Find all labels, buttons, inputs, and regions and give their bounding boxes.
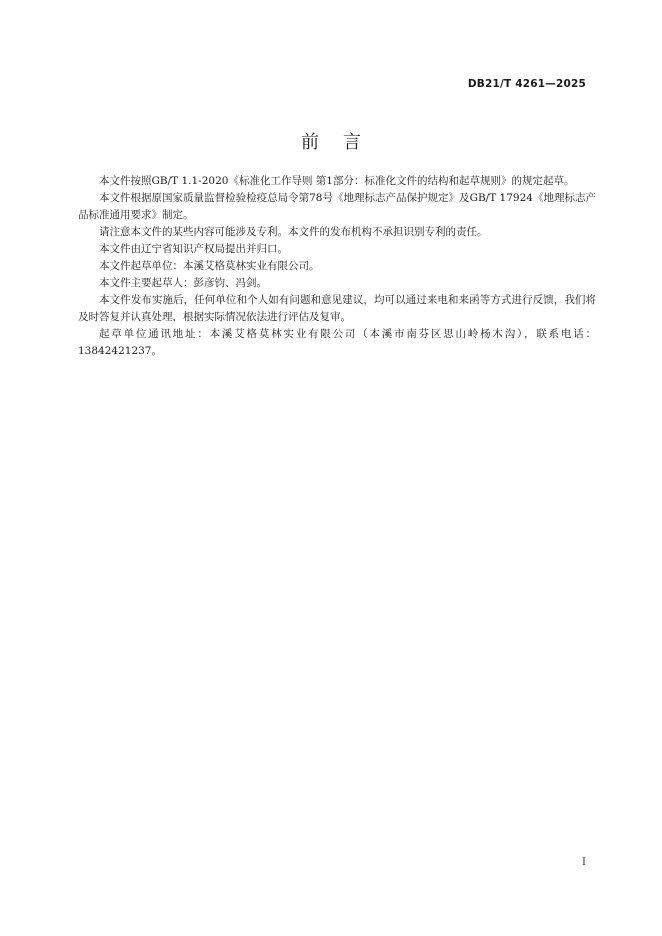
paragraph-drafting-rules: 本文件按照GB/T 1.1-2020《标准化工作导则 第1部分：标准化文件的结构和起草规则》的规定起草。 xyxy=(99,175,575,187)
paragraph-contact: 起草单位通讯地址：本溪艾格莫林实业有限公司（本溪市南芬区思山岭杨木沟），联系电话：13842421237。 xyxy=(78,328,596,357)
foreword-body xyxy=(78,173,596,360)
document-number: DB21/T 4261—2025 xyxy=(467,78,586,90)
paragraph-drafters: 本文件主要起草人：彭彦钧、冯剑。 xyxy=(99,277,267,289)
paragraph-proposer: 本文件由辽宁省知识产权局提出并归口。 xyxy=(99,243,288,255)
paragraph-drafting-unit: 本文件起草单位：本溪艾格莫林实业有限公司。 xyxy=(99,260,320,272)
paragraph-patent-notice: 请注意本文件的某些内容可能涉及专利。本文件的发布机构不承担识别专利的责任。 xyxy=(99,226,488,238)
paragraph-basis: 本文件根据原国家质量监督检验检疫总局令第78号《地理标志产品保护规定》及GB/T 17924《地理标志产品标准通用要求》制定。 xyxy=(78,192,596,221)
page-number: I xyxy=(582,857,586,868)
paragraph-feedback: 本文件发布实施后，任何单位和个人如有问题和意见建议，均可以通过来电和来函等方式进行反馈，我们将及时答复并认真处理，根据实际情况依法进行评估及复审。 xyxy=(78,294,596,323)
page-title: 前言 xyxy=(301,132,385,153)
